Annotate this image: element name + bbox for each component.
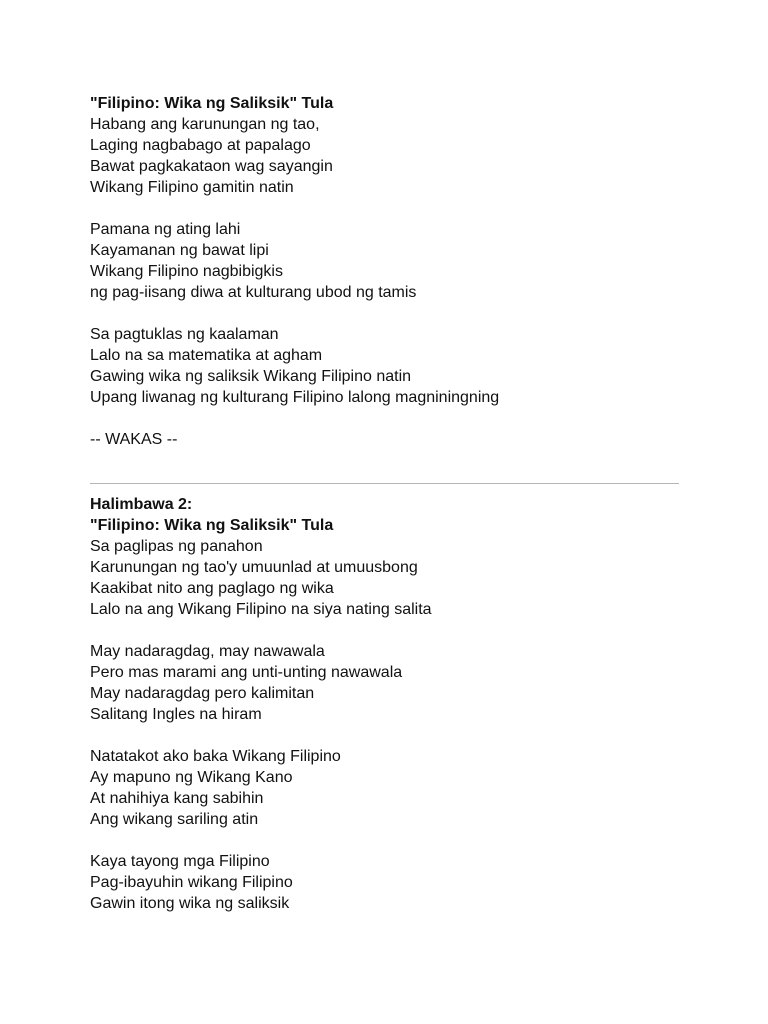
poem-2-stanza-2	[90, 641, 680, 725]
poem-line: Lalo na ang Wikang Filipino na siya nating salita	[90, 601, 432, 618]
poem-line: Bawat pagkakataon wag sayangin	[90, 158, 333, 175]
poem-line: Sa pagtuklas ng kaalaman	[90, 326, 279, 343]
poem-line: Habang ang karunungan ng tao,	[90, 116, 320, 133]
poem-line: Salitang Ingles na hiram	[90, 706, 262, 723]
poem-line: At nahihiya kang sabihin	[90, 790, 264, 807]
poem-line: Sa paglipas ng panahon	[90, 538, 263, 555]
poem-1-title: "Filipino: Wika ng Saliksik" Tula	[90, 95, 334, 112]
poem-line: Kayamanan ng bawat lipi	[90, 242, 269, 259]
poem-line: Upang liwanag ng kulturang Filipino lalong magniningning	[90, 389, 500, 406]
poem-line: Pag-ibayuhin wikang Filipino	[90, 874, 293, 891]
poem-line: Natatakot ako baka Wikang Filipino	[90, 748, 341, 765]
section-divider	[90, 483, 679, 484]
poem-line: Ay mapuno ng Wikang Kano	[90, 769, 293, 786]
poem-2-stanza-4	[90, 851, 680, 914]
poem-line: Gawin itong wika ng saliksik	[90, 895, 290, 912]
poem-2-stanza-3	[90, 746, 680, 830]
document-page	[90, 93, 680, 935]
poem-line: Kaya tayong mga Filipino	[90, 853, 270, 870]
poem-line: Wikang Filipino nagbibigkis	[90, 263, 283, 280]
poem-line: Pamana ng ating lahi	[90, 221, 241, 238]
poem-line: Pero mas marami ang unti-unting nawawala	[90, 664, 403, 681]
poem-2-stanza-1	[90, 536, 680, 620]
poem-1-end-mark: -- WAKAS --	[90, 431, 178, 448]
poem-1-stanza-2	[90, 219, 680, 303]
poem-line: Laging nagbabago at papalago	[90, 137, 311, 154]
poem-line: May nadaragdag pero kalimitan	[90, 685, 315, 702]
poem-line: Wikang Filipino gamitin natin	[90, 179, 294, 196]
poem-1-stanza-1	[90, 114, 680, 198]
poem-line: Kaakibat nito ang paglago ng wika	[90, 580, 334, 597]
poem-line: Ang wikang sariling atin	[90, 811, 259, 828]
poem-line: Lalo na sa matematika at agham	[90, 347, 323, 364]
poem-line: May nadaragdag, may nawawala	[90, 643, 325, 660]
poem-2-title: "Filipino: Wika ng Saliksik" Tula	[90, 517, 334, 534]
poem-line: Karunungan ng tao'y umuunlad at umuusbong	[90, 559, 418, 576]
example-2-heading: Halimbawa 2:	[90, 496, 193, 513]
poem-1-stanza-3	[90, 324, 680, 408]
poem-line: ng pag-iisang diwa at kulturang ubod ng tamis	[90, 284, 417, 301]
poem-line: Gawing wika ng saliksik Wikang Filipino natin	[90, 368, 412, 385]
